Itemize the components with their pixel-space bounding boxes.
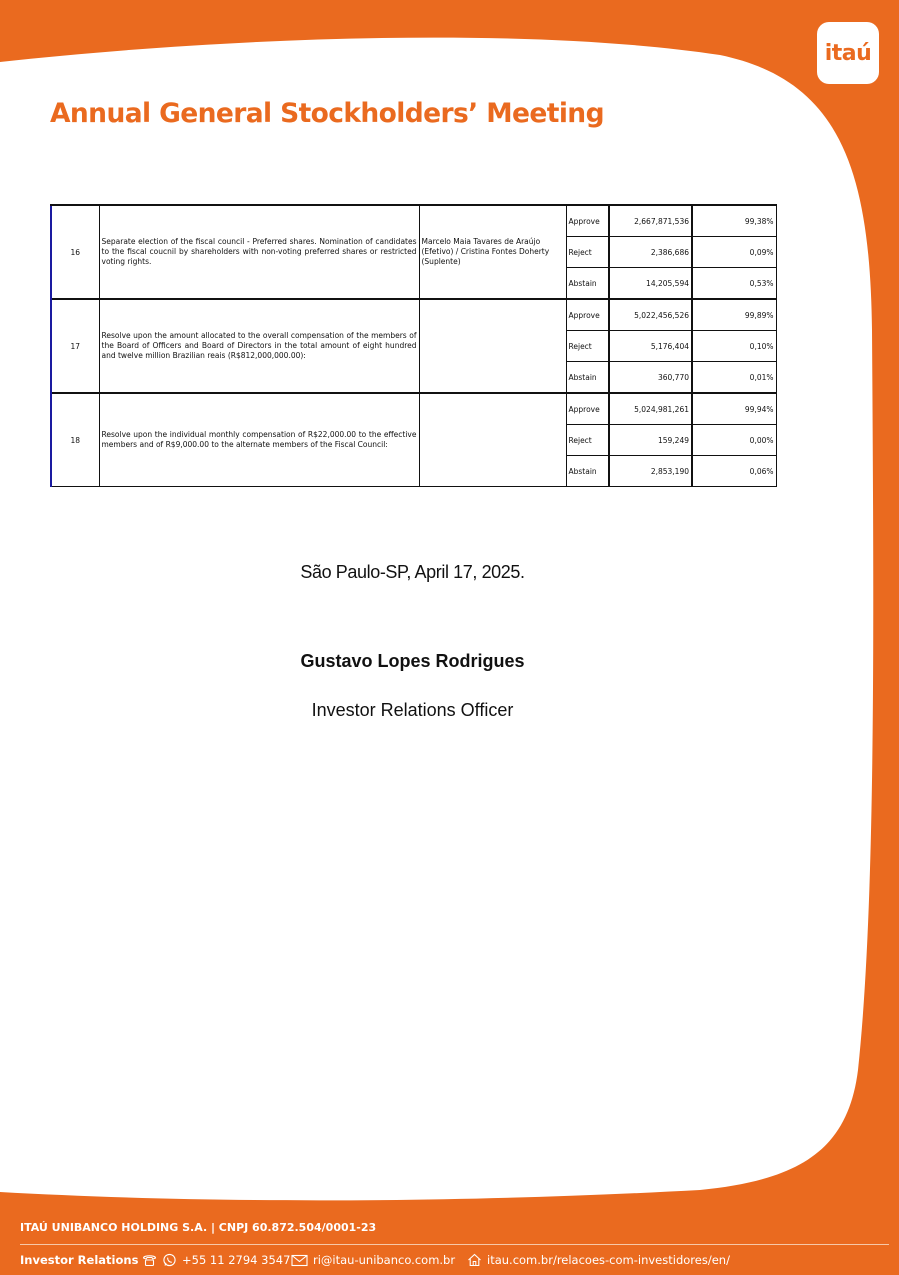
voting-results-table <box>50 204 777 487</box>
footer-divider <box>20 1244 889 1245</box>
website-url: itau.com.br/relacoes-com-investidores/en/ <box>487 1253 730 1267</box>
footer-phone[interactable] <box>142 1253 290 1267</box>
vote-option: Reject <box>566 425 609 456</box>
table-row <box>51 393 776 425</box>
vote-percent: 0,00% <box>692 425 776 456</box>
item-candidates <box>419 299 566 393</box>
vote-percent: 99,94% <box>692 393 776 425</box>
footer-company: ITAÚ UNIBANCO HOLDING S.A. | CNPJ 60.872.504/0001-23 <box>20 1221 377 1234</box>
vote-option: Abstain <box>566 268 609 300</box>
vote-count: 360,770 <box>609 362 692 394</box>
item-description: Resolve upon the individual monthly compensation of R$22,000.00 to the effective members and of R$9,000.00 to the alternate members of the Fiscal Council: <box>99 393 419 487</box>
item-number: 18 <box>51 393 99 487</box>
home-icon <box>467 1253 482 1267</box>
vote-percent: 0,09% <box>692 237 776 268</box>
footer-section: Investor Relations <box>20 1253 139 1267</box>
vote-option: Reject <box>566 237 609 268</box>
vote-count: 159,249 <box>609 425 692 456</box>
vote-percent: 0,01% <box>692 362 776 394</box>
email-address: ri@itau-unibanco.com.br <box>313 1253 456 1267</box>
whatsapp-icon <box>162 1253 177 1267</box>
mail-icon <box>291 1254 308 1267</box>
item-candidates: Marcelo Maia Tavares de Araújo (Efetivo) / Cristina Fontes Doherty (Suplente) <box>419 205 566 299</box>
vote-option: Abstain <box>566 362 609 394</box>
vote-percent: 0,06% <box>692 456 776 487</box>
phone-number: +55 11 2794 3547 <box>182 1253 291 1267</box>
item-candidates <box>419 393 566 487</box>
vote-option: Reject <box>566 331 609 362</box>
vote-count: 14,205,594 <box>609 268 692 300</box>
vote-count: 5,176,404 <box>609 331 692 362</box>
signer-name: Gustavo Lopes Rodrigues <box>300 651 525 671</box>
page-title: Annual General Stockholders’ Meeting <box>50 98 604 129</box>
vote-option: Approve <box>566 393 609 425</box>
item-description: Resolve upon the amount allocated to the overall compensation of the members of the Board of Officers and Board of Directors in the total amount of eight hundred and twelve million Brazilian reais (R$812,000,000.00): <box>99 299 419 393</box>
vote-option: Approve <box>566 299 609 331</box>
item-number: 17 <box>51 299 99 393</box>
vote-count: 5,022,456,526 <box>609 299 692 331</box>
vote-percent: 99,38% <box>692 205 776 237</box>
itau-logo <box>817 22 879 84</box>
signer-title: Investor Relations Officer <box>311 700 514 720</box>
footer-website[interactable] <box>467 1253 730 1267</box>
table-row <box>51 205 776 237</box>
phone-icon <box>142 1253 157 1267</box>
vote-count: 2,853,190 <box>609 456 692 487</box>
item-number: 16 <box>51 205 99 299</box>
vote-option: Approve <box>566 205 609 237</box>
footer-email[interactable] <box>291 1253 455 1267</box>
logo-text: itaú <box>824 40 872 66</box>
item-description: Separate election of the fiscal council - Preferred shares. Nomination of candidates to the fiscal coucnil by shareholders with non-voting preferred shares or restricted voting rights. <box>99 205 419 299</box>
vote-percent: 0,10% <box>692 331 776 362</box>
vote-percent: 0,53% <box>692 268 776 300</box>
vote-count: 2,667,871,536 <box>609 205 692 237</box>
place-date: São Paulo-SP, April 17, 2025. <box>300 562 525 582</box>
vote-count: 5,024,981,261 <box>609 393 692 425</box>
table-row <box>51 299 776 331</box>
vote-option: Abstain <box>566 456 609 487</box>
vote-percent: 99,89% <box>692 299 776 331</box>
vote-count: 2,386,686 <box>609 237 692 268</box>
